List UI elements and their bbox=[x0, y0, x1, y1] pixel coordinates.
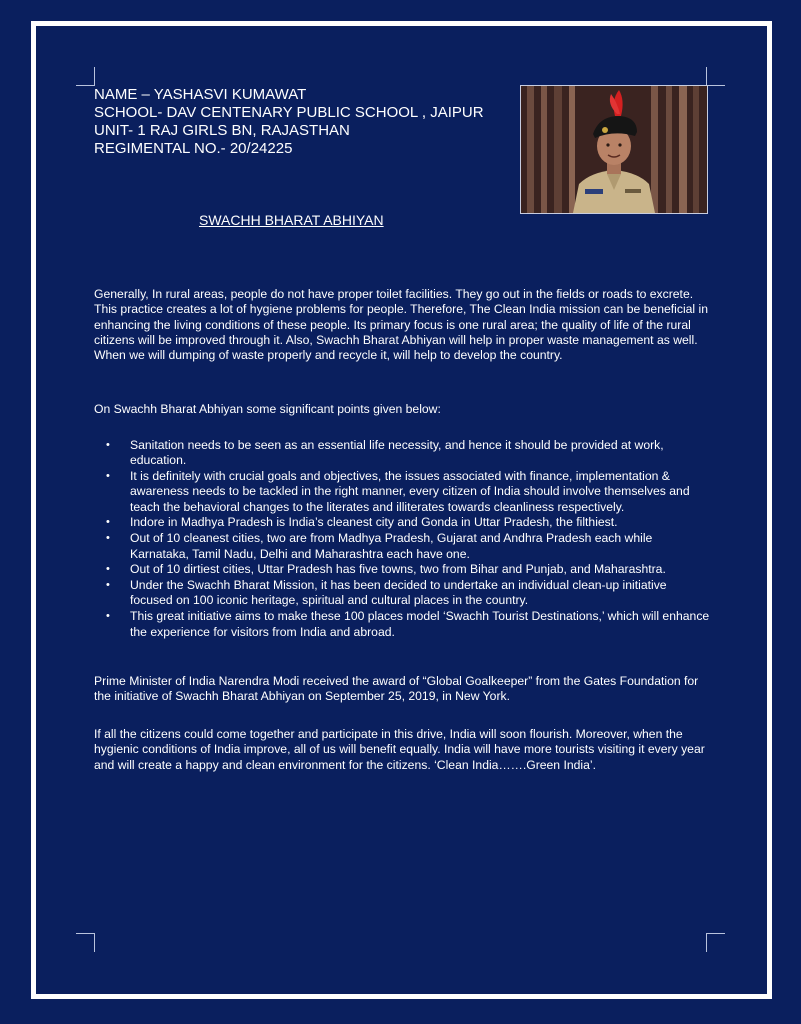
corner-mark-bottom-right bbox=[706, 933, 725, 952]
list-item-text: This great initiative aims to make these 100 places model ‘Swachh Tourist Destinations,’ which will enhance the experience for visitors from India and abroad. bbox=[130, 609, 710, 639]
cadet-portrait-photo bbox=[520, 85, 708, 214]
list-item bbox=[94, 438, 710, 469]
points-list bbox=[94, 438, 710, 640]
author-name: NAME – YASHASVI KUMAWAT bbox=[94, 86, 307, 103]
bullet-icon: • bbox=[106, 579, 110, 592]
closing-paragraph: If all the citizens could come together and participate in this drive, India will soon flourish. Moreover, when the hygienic conditions of India improve, all of us will benefit equally. India will have more tourists visiting it every year and will create a happy and clean environment for the citizens. ‘Clean India…….Green India’. bbox=[94, 727, 705, 772]
author-school: SCHOOL- DAV CENTENARY PUBLIC SCHOOL , JAIPUR bbox=[94, 104, 484, 121]
essay-intro-paragraph bbox=[94, 287, 710, 363]
paragraph-1: Generally, In rural areas, people do not have proper toilet facilities. They go out in the fields or roads to excrete. This practice creates a lot of hygiene problems for people. Therefore, The Clean India mission can be beneficial in enhancing the living conditions of these people. Its primary focus is one rural area; the quality of life of the rural citizens will be improved through it. Also, Swachh Bharat Abhiyan will help in proper waste management as well. When we will dumping of waste properly and recycle it, will help to develop the country. bbox=[94, 287, 709, 363]
list-item bbox=[94, 562, 710, 577]
bullet-icon: • bbox=[106, 439, 110, 451]
list-item-text: Under the Swachh Bharat Mission, it has been decided to undertake an individual clean-up initiative focused on 100 iconic heritage, spiritual and cultural places in the country. bbox=[130, 578, 667, 608]
author-regimental-number: REGIMENTAL NO.- 20/24225 bbox=[94, 140, 293, 157]
list-item-text: It is definitely with crucial goals and objectives, the issues associated with finance, implementation & awareness needs to be tackled in the right manner, every citizen of India should involve themselves and teach the behavioral changes to the literates and illiterates towards cleanliness respectively. bbox=[130, 469, 690, 514]
bullet-icon: • bbox=[106, 610, 110, 623]
list-item-text: Out of 10 cleanest cities, two are from Madhya Pradesh, Gujarat and Andhra Pradesh each while Karnataka, Tamil Nadu, Delhi and Maharashtra each have one. bbox=[130, 531, 653, 561]
list-item-text: Indore in Madhya Pradesh is India’s cleanest city and Gonda in Uttar Pradesh, the filthiest. bbox=[130, 515, 618, 530]
list-item bbox=[94, 531, 710, 562]
corner-mark-bottom-left bbox=[76, 933, 95, 952]
essay-title: SWACHH BHARAT ABHIYAN bbox=[199, 212, 384, 228]
list-item-text: Out of 10 dirtiest cities, Uttar Pradesh has five towns, two from Bihar and Punjab, and Maharashtra. bbox=[130, 562, 666, 577]
bullet-icon: • bbox=[106, 532, 110, 545]
bullet-icon: • bbox=[106, 470, 110, 483]
list-item bbox=[94, 578, 710, 609]
bullet-icon: • bbox=[106, 563, 110, 576]
points-intro: On Swachh Bharat Abhiyan some significant points given below: bbox=[94, 402, 441, 416]
portrait-illustration bbox=[521, 86, 707, 213]
list-item-text: Sanitation needs to be seen as an essential life necessity, and hence it should be provided at work, education. bbox=[130, 438, 664, 468]
corner-mark-top-left bbox=[76, 67, 95, 86]
list-item bbox=[94, 515, 710, 530]
bullet-icon: • bbox=[106, 516, 110, 529]
author-details bbox=[94, 86, 484, 158]
list-item bbox=[94, 609, 710, 640]
corner-mark-top-right bbox=[706, 67, 725, 86]
author-unit: UNIT- 1 RAJ GIRLS BN, RAJASTHAN bbox=[94, 122, 350, 139]
award-paragraph: Prime Minister of India Narendra Modi received the award of “Global Goalkeeper” from the Gates Foundation for the initiative of Swachh Bharat Abhiyan on September 25, 2019, in New York. bbox=[94, 674, 699, 704]
list-item bbox=[94, 469, 710, 515]
